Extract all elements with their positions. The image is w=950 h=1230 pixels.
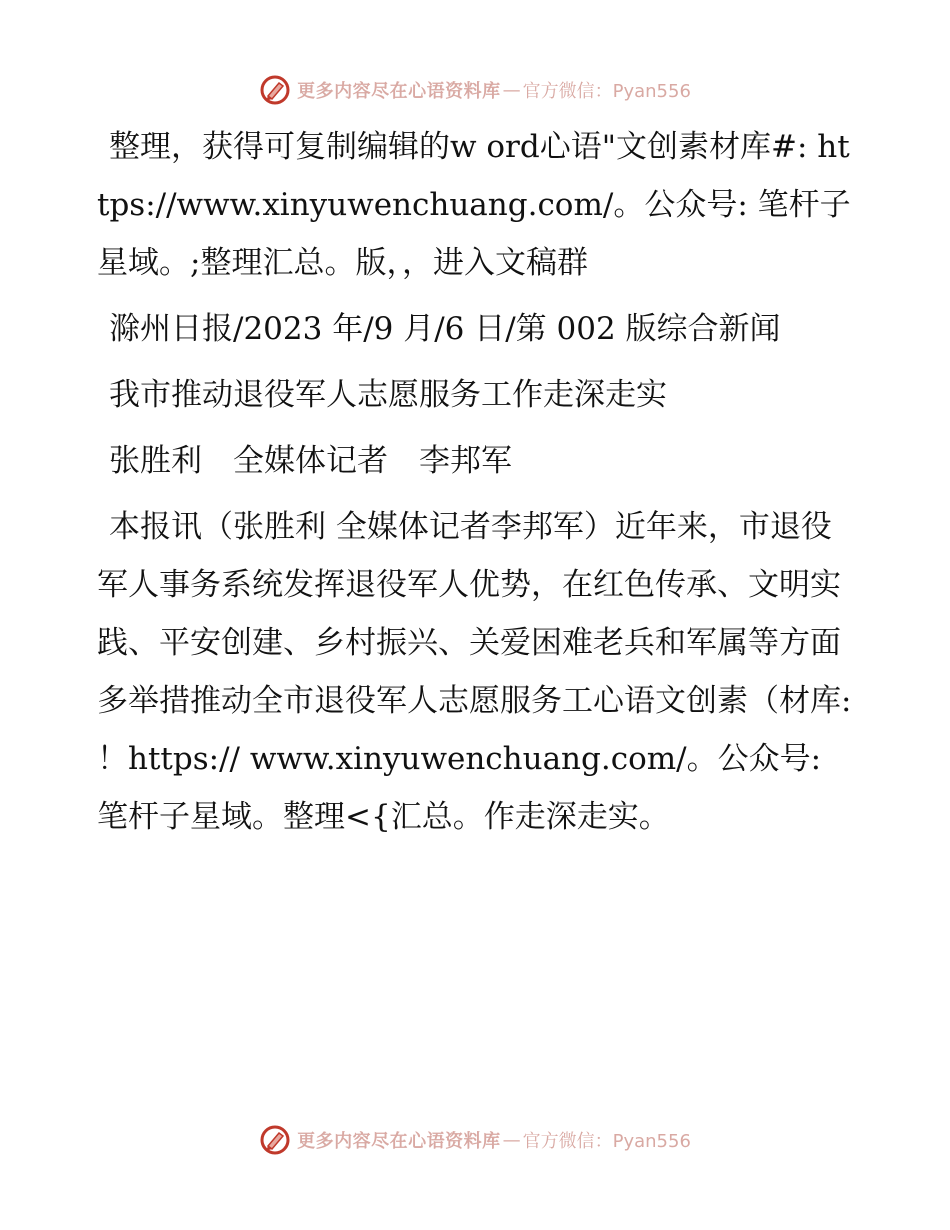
banner-title: 更多内容尽在心语资料库 xyxy=(297,81,501,102)
banner-contact: 官方微信：Pyan556 xyxy=(522,81,691,102)
banner-title: 更多内容尽在心语资料库 xyxy=(297,1131,501,1152)
paragraph-publication-info: 滁州日报/2023 年/9 月/6 日/第 002 版综合新闻 xyxy=(109,311,781,347)
banner-contact: 官方微信：Pyan556 xyxy=(522,1131,691,1152)
pen-logo-icon xyxy=(259,74,291,106)
article-body: 本报讯（张胜利 全媒体记者李邦军）近年来，市退役军人事务系统发挥退役军人优势，在红色传承、文明实践、平安创建、乡村振兴、关爱困难老兵和军属等方面多举措推动全市退役军人志愿服务工心语文创素（材库: ！https:// www.xinyuwenchuang.com/。公众号: 笔杆子星域。整理<{汇总。作走深走实。 xyxy=(97,509,852,835)
article-byline: 张胜利 全媒体记者 李邦军 xyxy=(109,443,512,479)
banner-separator: — xyxy=(502,79,521,101)
document-body xyxy=(97,118,857,846)
header-banner xyxy=(0,70,950,110)
pen-logo-icon xyxy=(259,1124,291,1156)
paragraph-source-note: 整理，获得可复制编辑的w ord心语"文创素材库#: https://www.xinyuwenchuang.com/。公众号: 笔杆子星域。;整理汇总。版，，进入文稿群 xyxy=(97,129,851,281)
article-title: 我市推动退役军人志愿服务工作走深走实 xyxy=(109,377,667,413)
banner-separator: — xyxy=(502,1129,521,1151)
footer-banner xyxy=(0,1120,950,1160)
